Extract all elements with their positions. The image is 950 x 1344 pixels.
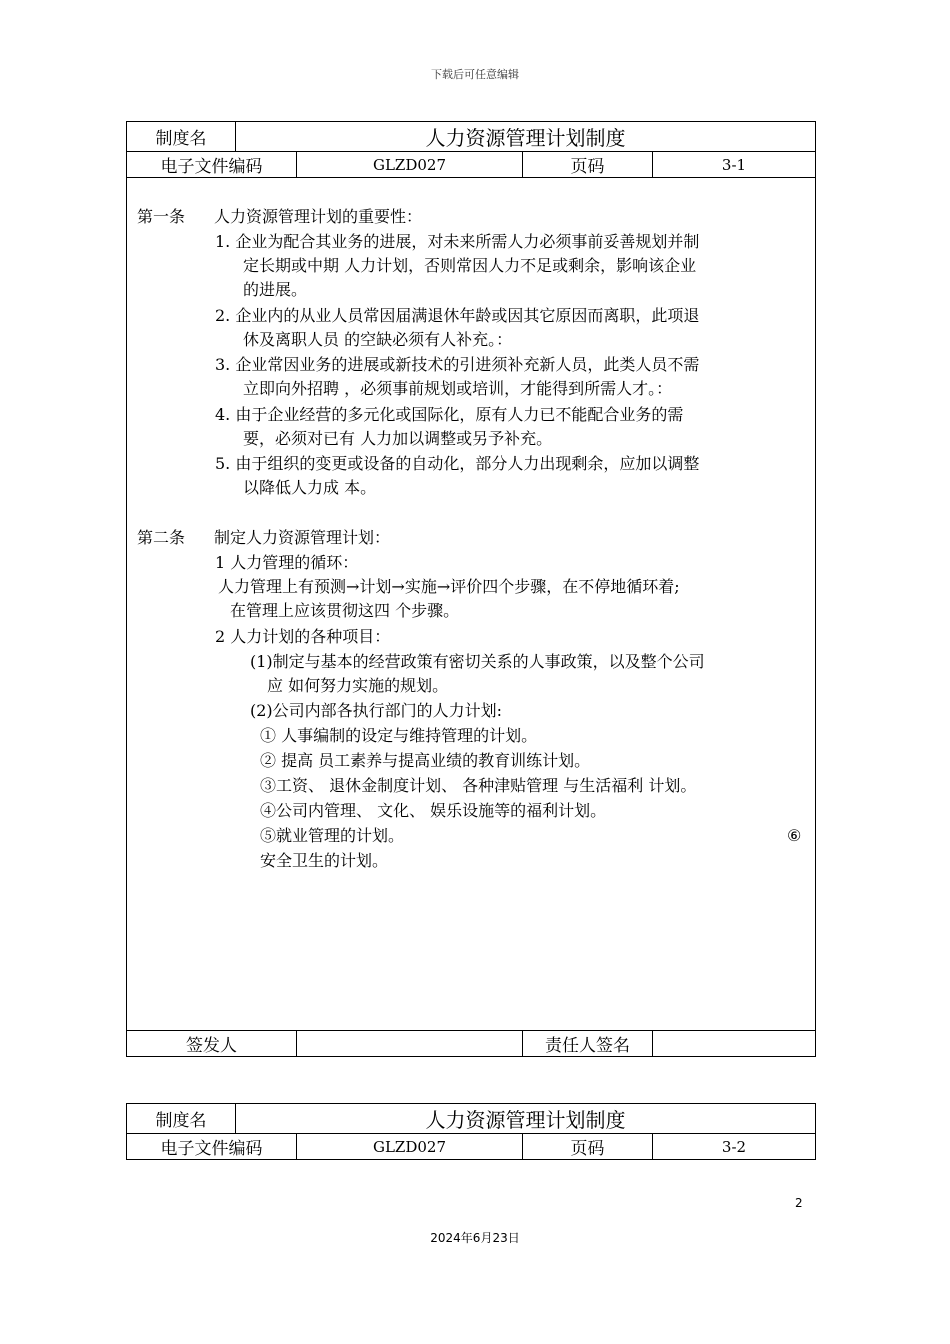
file-code-label: 电子文件编码 — [127, 1134, 297, 1160]
article-1-line: 5. 由于组织的变更或设备的自动化，部分人力出现剩余，应加以调整 — [215, 454, 700, 473]
article-1-line: 1. 企业为配合其业务的进展，对未来所需人力必须事前妥善规划并制 — [215, 232, 700, 251]
policy-name-label: 制度名 — [127, 1104, 236, 1134]
responsible-signature-field[interactable] — [653, 1031, 816, 1057]
page-value: 3-1 — [653, 152, 816, 178]
policy-form-page-2 — [126, 1103, 816, 1160]
page-label: 页码 — [523, 1134, 653, 1160]
signer-label: 签发人 — [127, 1031, 297, 1057]
article-2-line-marker: ⑥ — [787, 826, 802, 845]
header-note: 下载后可任意编辑 — [431, 68, 519, 81]
responsible-signature-label: 责任人签名 — [523, 1031, 653, 1057]
policy-title: 人力资源管理计划制度 — [236, 1104, 816, 1134]
article-2-line: (2)公司内部各执行部门的人力计划: — [250, 701, 503, 720]
footer-date: 2024年6月23日 — [430, 1231, 520, 1245]
policy-name-label: 制度名 — [127, 122, 236, 152]
policy-title: 人力资源管理计划制度 — [236, 122, 816, 152]
file-code-label: 电子文件编码 — [127, 152, 297, 178]
article-2-title: 制定人力资源管理计划： — [214, 528, 391, 547]
article-2-line: ④公司内管理、 文化、 娱乐设施等的福利计划。 — [260, 801, 607, 820]
article-2-line: 安全卫生的计划。 — [260, 851, 389, 870]
article-1-line: 立即向外招聘 ，必须事前规划或培训，才能得到所需人才。： — [243, 379, 673, 398]
article-1-line: 休及离职人员 的空缺必须有人补充。： — [243, 330, 513, 349]
article-2-line: 2 人力计划的各种项目： — [215, 627, 391, 646]
article-1-line: 以降低人力成 本。 — [243, 478, 377, 497]
article-1-line: 要，必须对已有 人力加以调整或另予补充。 — [243, 429, 553, 448]
page-label: 页码 — [523, 152, 653, 178]
article-2-heading: 第二条 — [137, 528, 186, 547]
article-2-line: ⑤就业管理的计划。 — [260, 826, 405, 845]
article-1-line: 2. 企业内的从业人员常因届满退休年龄或因其它原因而离职，此项退 — [215, 306, 700, 325]
article-2-line: ③工资、 退休金制度计划、 各种津贴管理 与生活福利 计划。 — [260, 776, 697, 795]
article-2-line: 1 人力管理的循环： — [215, 553, 359, 572]
page-number: 2 — [795, 1196, 803, 1210]
article-1-heading: 第一条 — [137, 207, 186, 226]
article-1-title: 人力资源管理计划的重要性： — [214, 207, 423, 226]
article-2-line: ① 人事编制的设定与维持管理的计划。 — [260, 726, 538, 745]
article-1-line: 3. 企业常因业务的进展或新技术的引进须补充新人员，此类人员不需 — [215, 355, 700, 374]
article-1-line: 的进展。 — [243, 280, 308, 299]
article-1-line: 定长期或中期 人力计划，否则常因人力不足或剩余，影响该企业 — [243, 256, 697, 275]
article-2-line: 应 如何努力实施的规划。 — [267, 676, 449, 695]
policy-content — [127, 178, 816, 1031]
policy-form-page-1 — [126, 121, 816, 1057]
file-code-value: GLZD027 — [297, 1134, 523, 1160]
signer-field[interactable] — [297, 1031, 523, 1057]
article-2-line: (1)制定与基本的经营政策有密切关系的人事政策，以及整个公司 — [250, 652, 705, 671]
page-value: 3-2 — [653, 1134, 816, 1160]
file-code-value: GLZD027 — [297, 152, 523, 178]
article-2-line: 人力管理上有预测→计划→实施→评价四个步骤，在不停地循环着; — [218, 577, 680, 596]
article-1-line: 4. 由于企业经营的多元化或国际化，原有人力已不能配合业务的需 — [215, 405, 684, 424]
article-2-line: 在管理上应该贯彻这四 个步骤。 — [230, 601, 460, 620]
article-2-line: ② 提高 员工素养与提高业绩的教育训练计划。 — [260, 751, 591, 770]
